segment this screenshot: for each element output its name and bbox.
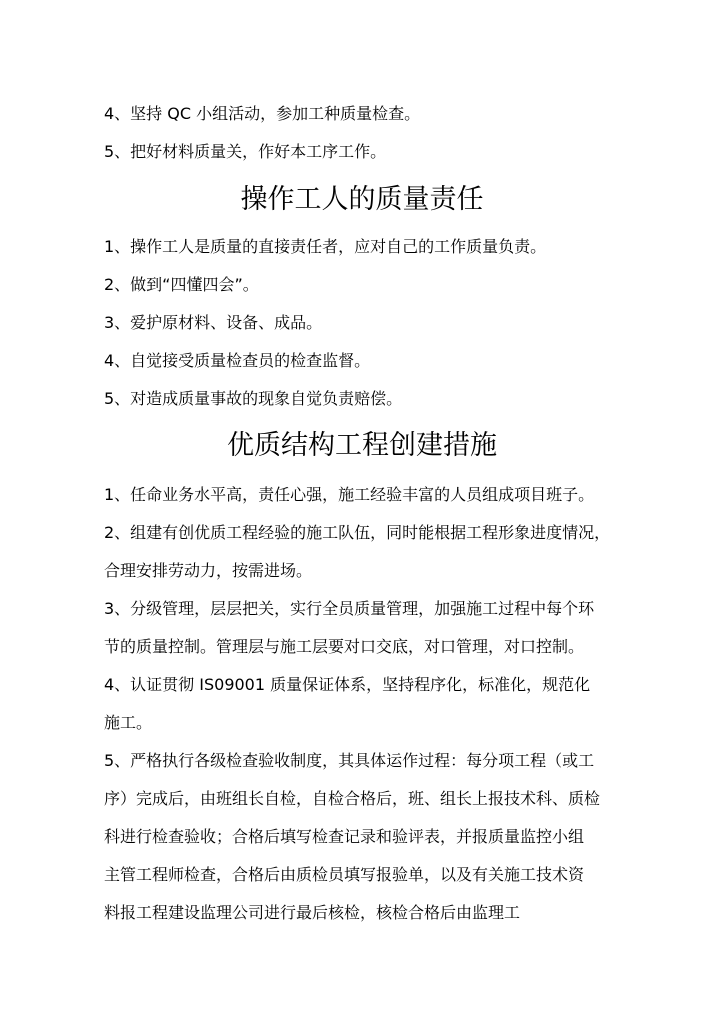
- section-title-worker-responsibility: 操作工人的质量责任: [240, 184, 484, 215]
- paragraph-line: 1、任命业务水平高，责任心强，施工经验丰富的人员组成项目班子。: [104, 485, 595, 504]
- list-item: 4、自觉接受质量检查员的检查监督。: [104, 351, 371, 370]
- section-title-quality-measures: 优质结构工程创建措施: [227, 430, 497, 461]
- list-item: 5、对造成质量事故的现象自觉负责赔偿。: [104, 389, 403, 408]
- list-item: 5、把好材料质量关，作好本工序工作。: [104, 142, 387, 161]
- list-item: 4、坚持 QC 小组活动，参加工种质量检查。: [104, 104, 421, 123]
- list-item: 2、做到“四懂四会”。: [104, 275, 259, 294]
- paragraph-line: 4、认证贯彻 IS09001 质量保证体系，坚持程序化，标准化，规范化: [104, 675, 591, 694]
- paragraph-line: 施工。: [104, 713, 153, 732]
- paragraph-line: 合理安排劳动力，按需进场。: [104, 561, 313, 580]
- paragraph-line: 5、严格执行各级检查验收制度，其具体运作过程：每分项工程（或工: [104, 751, 595, 770]
- paragraph-line: 主管工程师检查，合格后由质检员填写报验单，以及有关施工技术资: [104, 865, 585, 884]
- paragraph-line: 科进行检查验收；合格后填写检查记录和验评表，并报质量监控小组: [104, 827, 585, 846]
- list-item: 3、爱护原材料、设备、成品。: [104, 313, 323, 332]
- paragraph-line: 序）完成后，由班组长自检，自检合格后，班、组长上报技术科、质检: [104, 789, 601, 808]
- paragraph-line: 料报工程建设监理公司进行最后核检，核检合格后由监理工: [104, 903, 521, 922]
- list-item: 1、操作工人是质量的直接责任者，应对自己的工作质量负责。: [104, 237, 547, 256]
- paragraph-line: 2、组建有创优质工程经验的施工队伍，同时能根据工程形象进度情况，: [104, 523, 611, 542]
- paragraph-line: 3、分级管理，层层把关，实行全员质量管理，加强施工过程中每个环: [104, 599, 595, 618]
- paragraph-line: 节的质量控制。管理层与施工层要对口交底，对口管理，对口控制。: [104, 637, 585, 656]
